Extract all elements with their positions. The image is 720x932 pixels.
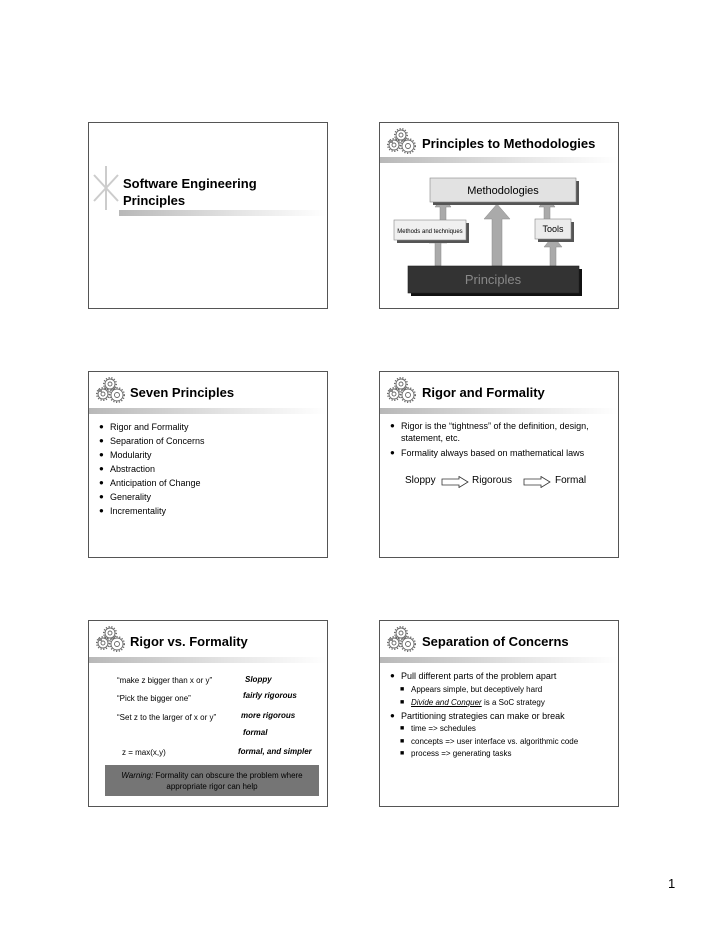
gears-icon xyxy=(95,625,125,655)
list-item: ● Partitioning strategies can make or break xyxy=(390,709,615,723)
slide-title: Rigor vs. Formality xyxy=(130,634,248,649)
title-rule xyxy=(380,408,618,414)
warning-box xyxy=(105,765,319,796)
warning-label: Warning: xyxy=(121,771,154,780)
list-item: ● Formality always based on mathematical laws xyxy=(390,446,612,460)
list-item: ● Anticipation of Change xyxy=(99,476,319,490)
rigor-bullets xyxy=(390,420,612,460)
list-item: ● Abstraction xyxy=(99,462,319,476)
slide-title: Seven Principles xyxy=(130,385,235,400)
gears-icon xyxy=(386,376,416,406)
gears-icon xyxy=(95,376,125,406)
title-rule xyxy=(380,657,618,663)
methodology-diagram xyxy=(380,123,620,310)
list-item: ● Rigor is the “tightness” of the definition, design, statement, etc. xyxy=(390,420,612,444)
list-item: ■ concepts => user interface vs. algorithmic code xyxy=(390,736,615,749)
soc-bullets xyxy=(390,669,615,683)
rigor-label: Sloppy xyxy=(245,675,272,684)
list-item: ■ Appears simple, but deceptively hard xyxy=(390,684,615,697)
scale-formal: Formal xyxy=(555,475,587,486)
title-rule xyxy=(119,210,327,216)
slide-separation-of-concerns xyxy=(379,620,619,807)
rigor-label: formal, and simpler xyxy=(238,747,312,756)
soc-bullets-2 xyxy=(390,709,615,723)
slide-software-engineering-principles xyxy=(88,122,328,309)
statement: z = max(x,y) xyxy=(122,748,166,757)
list-item: ● Separation of Concerns xyxy=(99,434,319,448)
title-rule xyxy=(89,408,327,414)
scale-rigorous: Rigorous xyxy=(472,475,513,486)
list-item: ■ process => generating tasks xyxy=(390,748,615,761)
slide-title: Separation of Concerns xyxy=(422,634,569,649)
slide-title: Principles to Methodologies xyxy=(422,136,596,151)
soc-strategy-text: is a SoC strategy xyxy=(481,697,545,707)
page-number: 1 xyxy=(668,876,676,891)
statement: “Set z to the larger of x or y” xyxy=(117,713,217,722)
soc-subpoints-2 xyxy=(390,723,615,761)
slide-principles-to-methodologies xyxy=(379,122,619,309)
arrow-right-icon xyxy=(441,476,469,488)
scale-sloppy: Sloppy xyxy=(405,475,436,486)
slide-title: Software Engineering Principles xyxy=(123,176,257,208)
statement: “Pick the bigger one” xyxy=(117,694,191,703)
slide-title: Rigor and Formality xyxy=(422,385,545,400)
list-item: ● Incrementality xyxy=(99,504,319,518)
list-item: ● Pull different parts of the problem apart xyxy=(390,669,615,683)
principles-list xyxy=(99,420,319,518)
star-decoration-icon xyxy=(91,163,121,213)
rigor-label: formal xyxy=(243,728,268,737)
gears-icon xyxy=(386,625,416,655)
methods-box: Methods and techniques xyxy=(397,229,463,235)
methodologies-box: Methodologies xyxy=(467,185,539,197)
arrow-right-icon xyxy=(523,476,551,488)
slide-rigor-vs-formality xyxy=(88,620,328,807)
tools-box: Tools xyxy=(542,224,564,234)
arrow-center-up xyxy=(484,204,510,266)
soc-subpoints-1 xyxy=(390,684,615,709)
title-rule xyxy=(89,657,327,663)
rigor-label: fairly rigorous xyxy=(243,691,297,700)
list-item: ● Generality xyxy=(99,490,319,504)
warning-text: Formality can obscure the problem where appropriate rigor can help xyxy=(155,771,303,791)
divide-and-conquer-term: Divide and Conquer xyxy=(411,697,482,707)
statement: “make z bigger than x or y” xyxy=(117,676,213,685)
list-item xyxy=(390,697,615,710)
rigor-label: more rigorous xyxy=(241,711,296,720)
list-item: ● Modularity xyxy=(99,448,319,462)
principles-box: Principles xyxy=(464,272,522,287)
slide-seven-principles xyxy=(88,371,328,558)
list-item: ■ time => schedules xyxy=(390,723,615,736)
slide-rigor-and-formality xyxy=(379,371,619,558)
list-item: ● Rigor and Formality xyxy=(99,420,319,434)
